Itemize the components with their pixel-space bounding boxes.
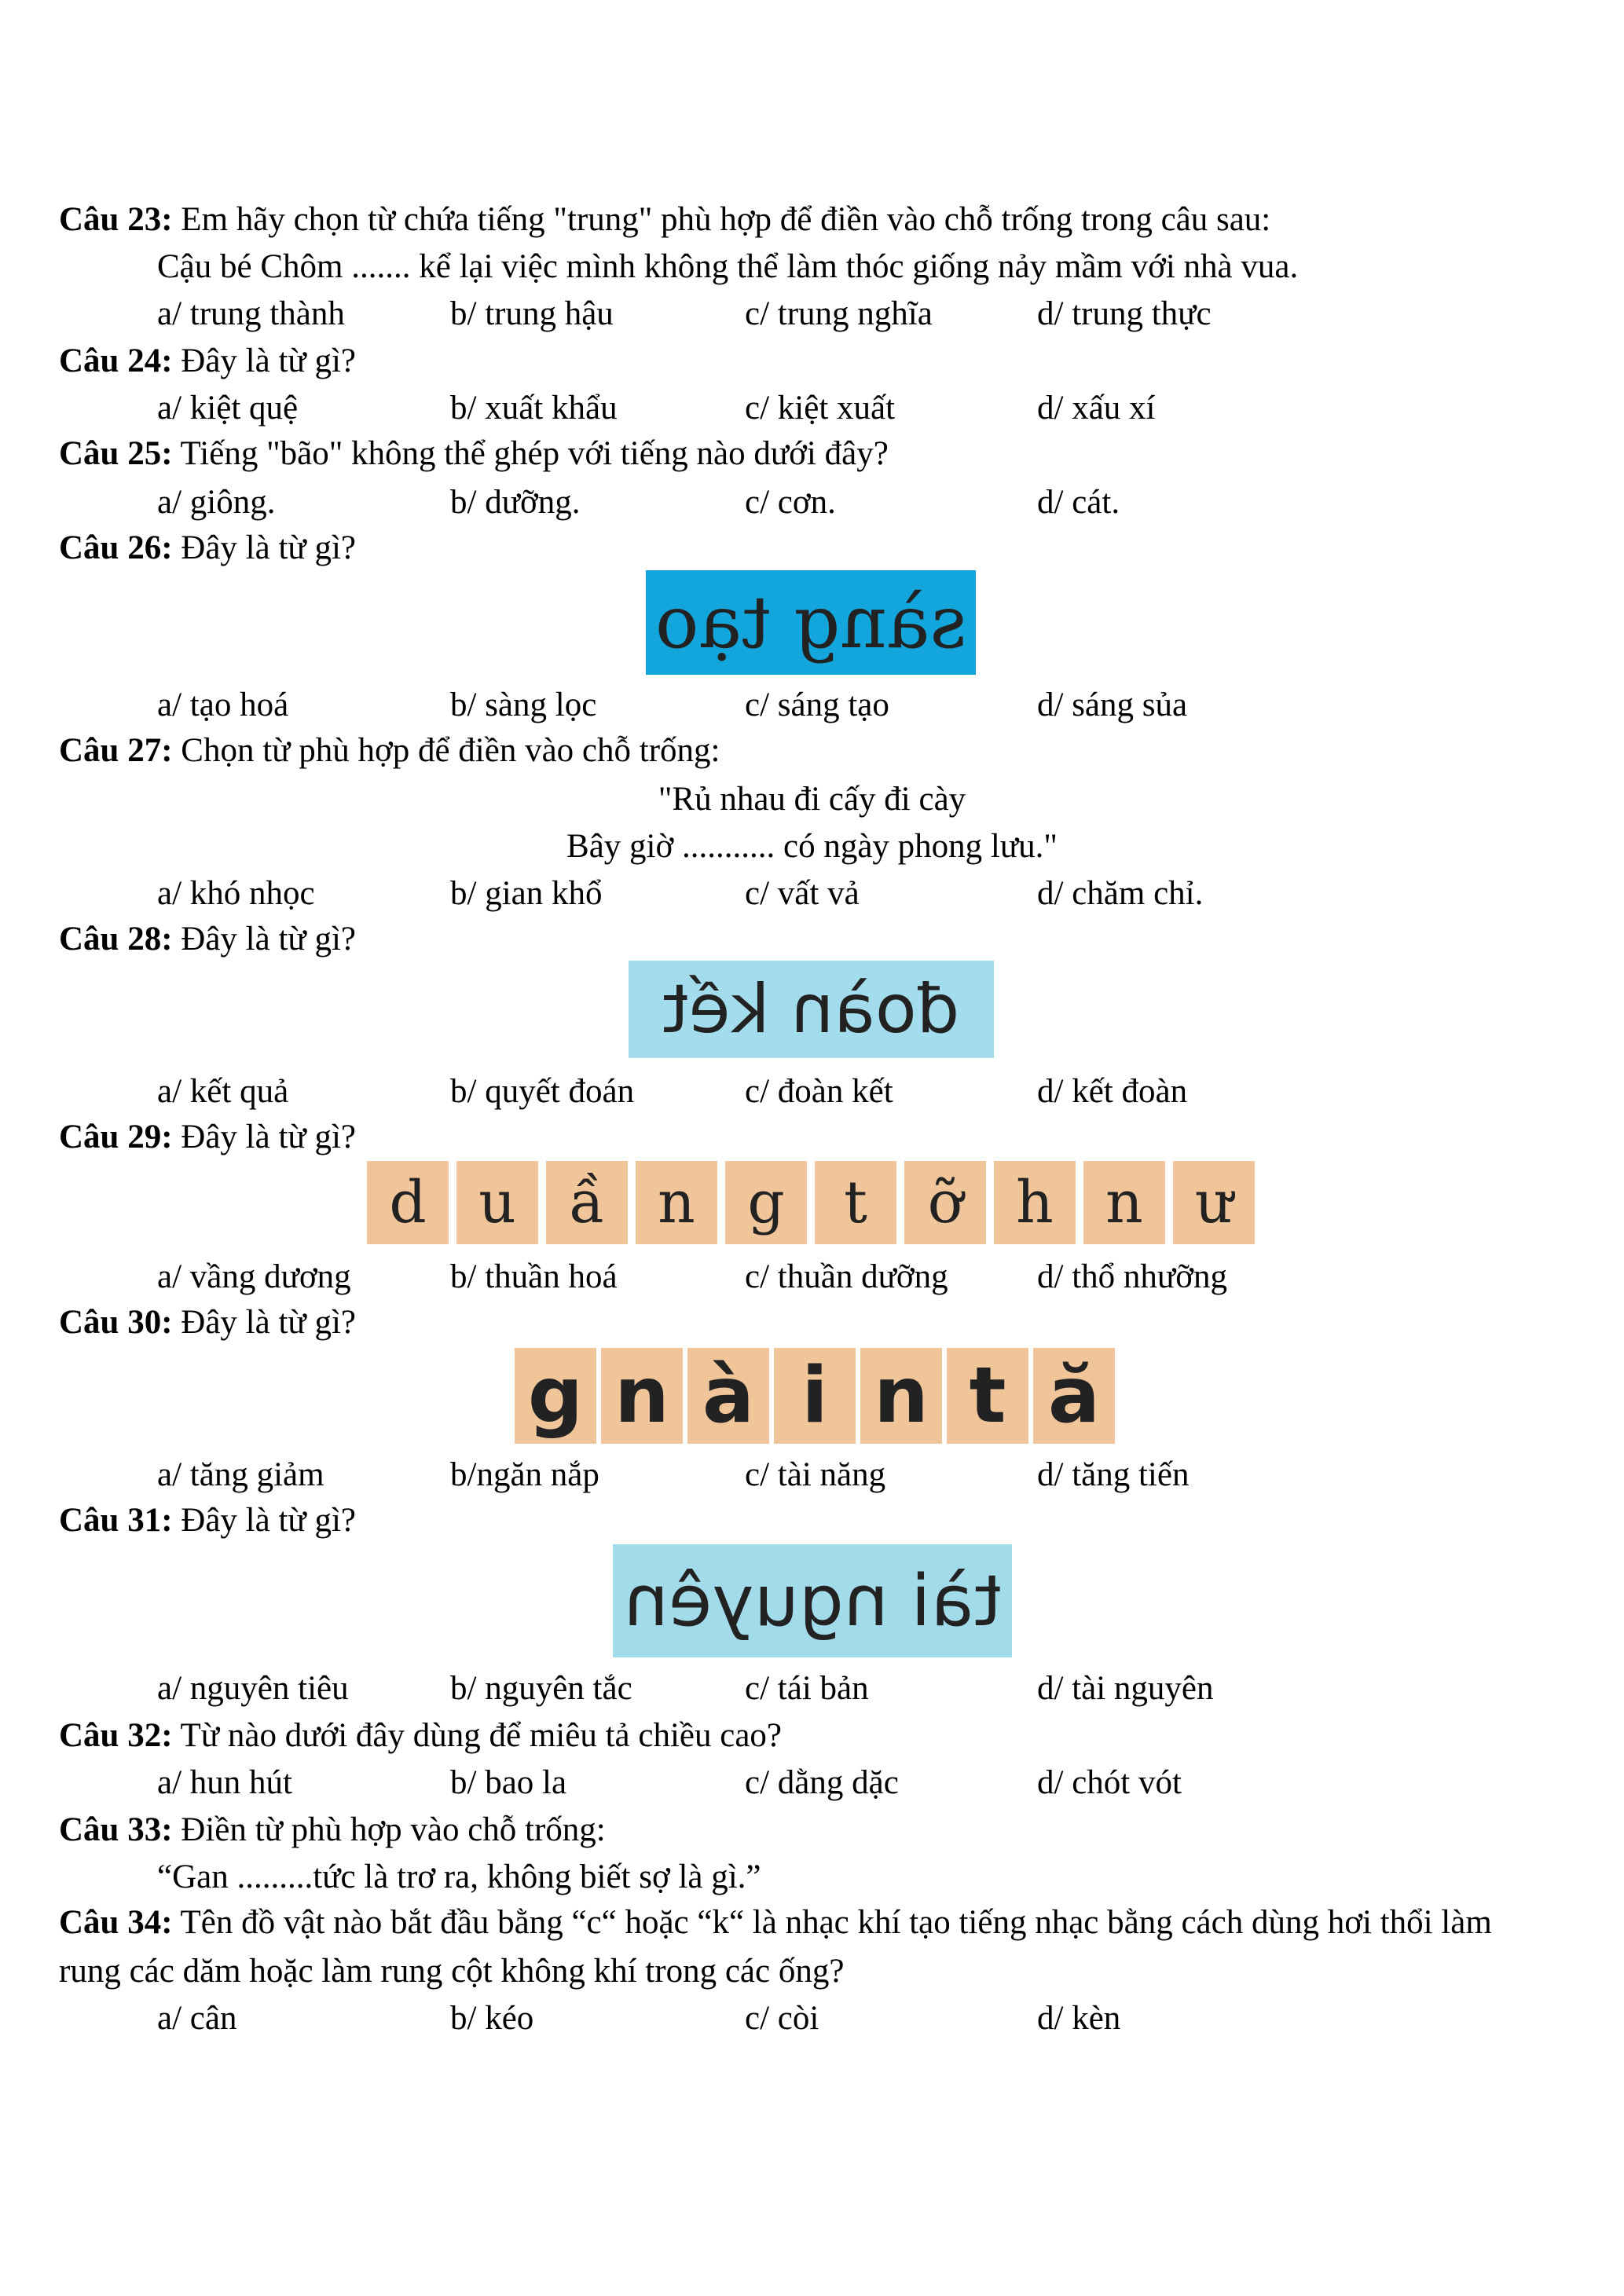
option-c[interactable]: c/ kiệt xuất [745, 390, 896, 427]
option-b[interactable]: b/ nguyên tắc [450, 1670, 632, 1707]
option-d[interactable]: d/ kèn [1037, 2000, 1121, 2037]
option-c[interactable]: c/ thuần dưỡng [745, 1258, 948, 1295]
question-34-text-continued: rung các dăm hoặc làm rung cột không khí trong các ống? [59, 1953, 845, 1990]
question-number: Câu 25: [59, 435, 173, 472]
option-d[interactable]: d/ chăm chỉ. [1037, 875, 1204, 912]
option-a[interactable]: a/ khó nhọc [157, 875, 315, 912]
option-d[interactable]: d/ cát. [1037, 484, 1120, 521]
question-number: Câu 33: [59, 1811, 173, 1848]
question-33-sentence: “Gan .........tức là trơ ra, không biết sợ là gì.” [157, 1858, 761, 1895]
option-c[interactable]: c/ dằng dặc [745, 1764, 899, 1801]
option-d[interactable]: d/ trung thực [1037, 295, 1212, 332]
option-b[interactable]: b/ xuất khẩu [450, 390, 618, 427]
question-33 [59, 1813, 606, 1847]
option-c[interactable]: c/ cơn. [745, 484, 836, 521]
letter-tile: ư [1173, 1161, 1255, 1244]
option-c[interactable]: c/ vất vả [745, 875, 860, 912]
option-a[interactable]: a/ nguyên tiêu [157, 1670, 349, 1707]
option-b[interactable]: b/ bao la [450, 1764, 567, 1801]
option-b[interactable]: b/ sàng lọc [450, 687, 597, 723]
letter-tile: t [815, 1161, 896, 1244]
option-d[interactable]: d/ thổ nhưỡng [1037, 1258, 1227, 1295]
question-number: Câu 26: [59, 529, 173, 566]
letter-tile: ỡ [904, 1161, 986, 1244]
option-d[interactable]: d/ xấu xí [1037, 390, 1156, 427]
question-text: Từ nào dưới đây dùng để miêu tả chiều cao? [180, 1717, 782, 1754]
option-a[interactable]: a/ cân [157, 2000, 237, 2037]
letter-tile: n [636, 1161, 717, 1244]
option-a[interactable]: a/ kết quả [157, 1073, 289, 1110]
verse-line-2: Bây giờ ........... có ngày phong lưu." [566, 828, 1058, 865]
letter-tiles [515, 1348, 1115, 1444]
option-a[interactable]: a/ tăng giảm [157, 1456, 324, 1493]
question-number: Câu 28: [59, 921, 173, 958]
question-32 [59, 1719, 782, 1752]
letter-tiles [367, 1161, 1255, 1244]
letter-tile: ă [1033, 1348, 1115, 1444]
option-c[interactable]: c/ trung nghĩa [745, 295, 933, 332]
question-number: Câu 27: [59, 732, 173, 769]
question-number: Câu 24: [59, 342, 173, 379]
question-number: Câu 32: [59, 1717, 173, 1754]
option-c[interactable]: c/ còi [745, 2000, 819, 2037]
question-34 [59, 1906, 1492, 1939]
question-24 [59, 344, 356, 378]
question-text: Đây là từ gì? [181, 1502, 357, 1539]
option-b[interactable]: b/ trung hậu [450, 295, 614, 332]
option-b[interactable]: b/ thuần hoá [450, 1258, 618, 1295]
letter-tile: n [601, 1348, 683, 1444]
option-a[interactable]: a/ vầng dương [157, 1258, 351, 1295]
letter-tile: h [994, 1161, 1076, 1244]
option-c[interactable]: c/ đoàn kết [745, 1073, 893, 1110]
option-b[interactable]: b/ngăn nắp [450, 1456, 599, 1493]
letter-tile: à [687, 1348, 769, 1444]
mirrored-word: sàng tạo [654, 580, 967, 665]
option-d[interactable]: d/ chót vót [1037, 1764, 1182, 1801]
option-a[interactable]: a/ kiệt quệ [157, 390, 299, 427]
question-26 [59, 531, 356, 565]
letter-tile: u [456, 1161, 538, 1244]
option-b[interactable]: b/ kéo [450, 2000, 534, 2037]
letter-tile: n [1083, 1161, 1165, 1244]
question-30 [59, 1305, 356, 1339]
question-23-sentence: Cậu bé Chôm ....... kể lại việc mình không thể làm thóc giống nảy mầm với nhà vua. [157, 248, 1299, 285]
option-a[interactable]: a/ trung thành [157, 295, 345, 332]
question-text: Đây là từ gì? [181, 342, 357, 379]
option-b[interactable]: b/ dưỡng. [450, 484, 581, 521]
mirrored-word-image [613, 1544, 1012, 1657]
option-c[interactable]: c/ tái bản [745, 1670, 869, 1707]
letter-tile: g [515, 1348, 596, 1444]
question-number: Câu 34: [59, 1904, 173, 1941]
question-text: Tiếng "bão" không thể ghép với tiếng nào dưới đây? [180, 435, 889, 472]
letter-tile: g [725, 1161, 807, 1244]
option-d[interactable]: d/ kết đoàn [1037, 1073, 1188, 1110]
question-text: Điền từ phù hợp vào chỗ trống: [181, 1811, 606, 1848]
option-a[interactable]: a/ tạo hoá [157, 687, 289, 723]
letter-tile: n [860, 1348, 942, 1444]
question-text: Đây là từ gì? [181, 921, 357, 958]
question-number: Câu 23: [59, 201, 173, 238]
question-number: Câu 31: [59, 1502, 173, 1539]
mirrored-word-image [646, 570, 976, 675]
mirrored-word: tài nguyên [623, 1559, 1002, 1642]
question-number: Câu 30: [59, 1304, 173, 1341]
letter-tile: d [367, 1161, 449, 1244]
option-b[interactable]: b/ gian khổ [450, 875, 603, 912]
question-31 [59, 1503, 356, 1537]
question-number: Câu 29: [59, 1119, 173, 1155]
question-23 [59, 203, 1270, 236]
option-d[interactable]: d/ tăng tiến [1037, 1456, 1190, 1493]
mirrored-word: đoàn kết [662, 970, 960, 1049]
letter-tile: i [774, 1348, 856, 1444]
question-27 [59, 734, 720, 767]
question-text: Em hãy chọn từ chứa tiếng "trung" phù hợp để điền vào chỗ trống trong câu sau: [181, 201, 1271, 238]
question-text: Đây là từ gì? [181, 529, 357, 566]
option-b[interactable]: b/ quyết đoán [450, 1073, 635, 1110]
letter-tile: ầ [546, 1161, 628, 1244]
question-text: Đây là từ gì? [181, 1304, 357, 1341]
question-29 [59, 1120, 356, 1154]
question-text: Chọn từ phù hợp để điền vào chỗ trống: [181, 732, 720, 769]
option-a[interactable]: a/ giông. [157, 484, 276, 521]
option-d[interactable]: d/ sáng sủa [1037, 687, 1188, 723]
option-a[interactable]: a/ hun hút [157, 1764, 292, 1801]
question-25 [59, 437, 889, 471]
option-d[interactable]: d/ tài nguyên [1037, 1670, 1214, 1707]
letter-tile: t [947, 1348, 1028, 1444]
mirrored-word-image [629, 961, 994, 1058]
verse-line-1: "Rủ nhau đi cấy đi cày [658, 781, 966, 818]
question-text: Đây là từ gì? [181, 1119, 357, 1155]
question-text: Tên đồ vật nào bắt đầu bằng “c“ hoặc “k“ là nhạc khí tạo tiếng nhạc bằng cách dùng hơi thổi làm [180, 1904, 1492, 1941]
question-28 [59, 922, 356, 956]
option-c[interactable]: c/ sáng tạo [745, 687, 889, 723]
option-c[interactable]: c/ tài năng [745, 1456, 886, 1493]
